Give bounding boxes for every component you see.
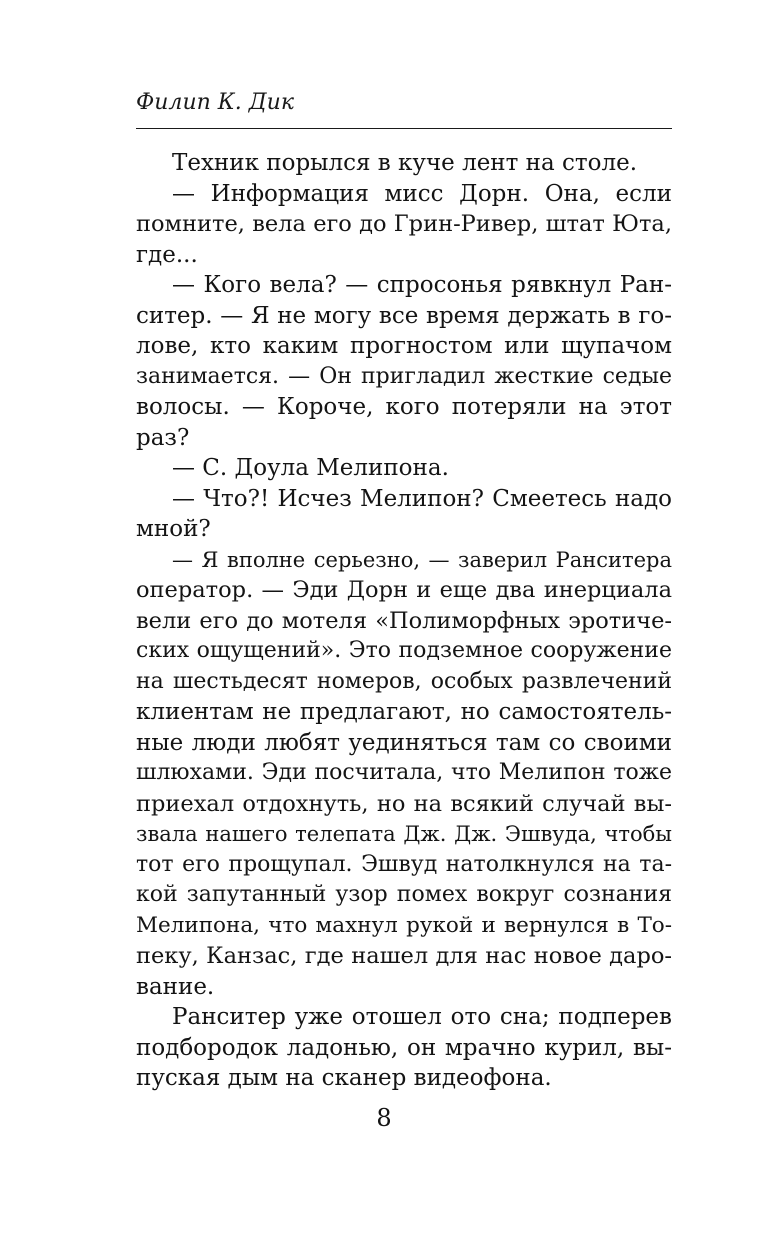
text-line: лове, кто каким прогностом или щупачом	[136, 333, 672, 359]
text-line: — Я вполне серьезно, — заверил Ранситера	[172, 547, 672, 572]
text-line: где...	[136, 241, 198, 268]
text-line: вание.	[136, 973, 215, 1000]
text-line: мной?	[136, 516, 211, 542]
text-line: клиентам не предлагают, но самостоятель-	[136, 699, 672, 725]
text-line: Техник порылся в куче лент на столе.	[172, 150, 638, 176]
text-line: оператор. — Эди Дорн и еще два инерциала	[136, 577, 672, 603]
body-text	[136, 148, 672, 1094]
text-line: занимается. — Он пригладил жесткие седые	[136, 363, 672, 389]
page-number: 8	[376, 1104, 392, 1132]
text-line: — Информация мисс Дорн. Она, если	[172, 180, 672, 207]
text-line: волосы. — Короче, кого потеряли на этот	[136, 394, 672, 420]
running-head: Филип К. Дик	[136, 90, 294, 115]
text-line: вели его до мотеля «Полиморфных эротиче-	[136, 607, 672, 634]
text-line: ских ощущений». Это подземное сооружение	[136, 638, 672, 663]
text-line: на шестьдесят номеров, особых развлечений	[136, 668, 672, 694]
text-line: Ранситер уже отошел ото сна; подперев	[172, 1004, 672, 1030]
text-line: кой запутанный узор помех вокруг сознания	[136, 882, 672, 907]
text-line: Мелипона, что махнул рукой и вернулся в То-	[136, 912, 672, 938]
text-line: — Кого вела? — спросонья рявкнул Ран-	[172, 272, 672, 298]
text-line: ситер. — Я не могу все время держать в го-	[136, 302, 672, 329]
text-line: подбородок ладонью, он мрачно курил, вы-	[136, 1034, 672, 1061]
text-line: — Что?! Исчез Мелипон? Смеетесь надо	[172, 485, 672, 512]
text-line: раз?	[136, 424, 190, 451]
text-line: пеку, Канзас, где нашел для нас новое даро-	[136, 943, 672, 969]
text-line: приехал отдохнуть, но на всякий случай вы-	[136, 790, 672, 817]
text-line: — С. Доула Мелипона.	[172, 455, 449, 481]
text-line: пуская дым на сканер видеофона.	[136, 1065, 552, 1091]
text-line: звала нашего телепата Дж. Дж. Эшвуда, чтобы	[136, 822, 672, 846]
header-rule	[136, 128, 672, 129]
text-line: ные люди любят уединяться там со своими	[136, 729, 672, 756]
text-line: тот его прощупал. Эшвуд натолкнулся на та-	[136, 851, 672, 877]
text-line: шлюхами. Эди посчитала, что Мелипон тоже	[136, 760, 672, 785]
text-line: помните, вела его до Грин-Ривер, штат Юта,	[136, 211, 672, 237]
